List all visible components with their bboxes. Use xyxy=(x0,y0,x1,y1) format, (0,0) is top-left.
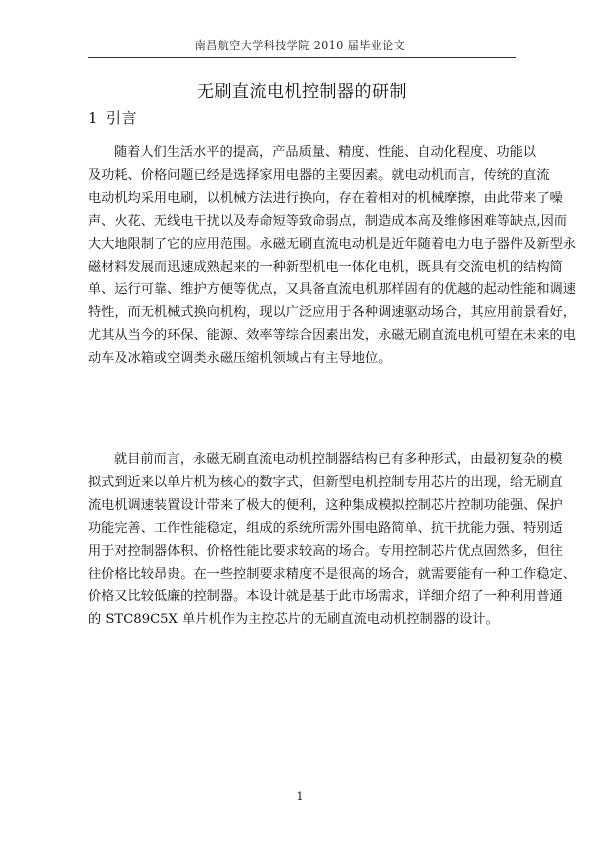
section-number: 1 xyxy=(88,109,99,127)
page-number: 1 xyxy=(296,790,304,803)
paragraph-line: 及功耗、价格问题已经是选择家用电器的主要因素。就电动机而言，传统的直流 xyxy=(88,167,550,183)
section-heading xyxy=(88,107,137,128)
paragraph-1 xyxy=(88,142,576,371)
paragraph-line: 用于对控制器体积、价格性能比要求较高的场合。专用控制芯片优点固然多，但往 xyxy=(88,543,563,559)
paragraph-line: 电动机均采用电刷，以机械方法进行换向，存在着相对的机械摩擦，由此带来了噪 xyxy=(88,190,563,206)
paragraph-line: 单、运行可靠、维护方便等优点，又具备直流电机那样固有的优越的起动性能和调速 xyxy=(88,282,576,298)
header-rule xyxy=(88,57,516,58)
paragraph-line: 往价格比较昂贵。在一些控制要求精度不是很高的场合，就需要能有一种工作稳定、 xyxy=(88,566,576,582)
paragraph-line: 拟式到近来以单片机为核心的数字式，但新型电机控制专用芯片的出现，给无刷直 xyxy=(88,474,563,490)
section-title: 引言 xyxy=(106,109,138,127)
paragraph-line: 声、火花、无线电干扰以及寿命短等致命弱点，制造成本高及维修困难等缺点,因而 xyxy=(88,213,567,229)
paragraph-line: 就目前而言，永磁无刷直流电动机控制器结构已有多种形式，由最初复杂的模 xyxy=(114,452,563,467)
paragraph-line: 尤其从当今的环保、能源、效率等综合因素出发，永磁无刷直流电机可望在未来的电 xyxy=(88,328,576,344)
paragraph-line: 磁材料发展而迅速成熟起来的一种新型机电一体化电机，既具有交流电机的结构简 xyxy=(88,259,563,275)
paragraph-line: 功能完善、工作性能稳定，组成的系统所需外围电路简单、抗干扰能力强、特别适 xyxy=(88,520,563,536)
paragraph-line: 随着人们生活水平的提高，产品质量、精度、性能、自动化程度、功能以 xyxy=(114,145,536,160)
running-header: 南昌航空大学科技学院 2010 届毕业论文 xyxy=(194,39,406,52)
paragraph-line: 的 STC89C5X 单片机作为主控芯片的无刷直流电动机控制器的设计。 xyxy=(88,612,499,628)
paragraph-line: 流电机调速装置设计带来了极大的便利，这种集成模拟控制芯片控制功能强、保护 xyxy=(88,497,563,513)
paragraph-2 xyxy=(88,449,576,632)
paper-title: 无刷直流电机控制器的研制 xyxy=(197,82,407,102)
paragraph-line: 大大地限制了它的应用范围。永磁无刷直流电动机是近年随着电力电子器件及新型永 xyxy=(88,236,576,252)
paragraph-line: 动车及冰箱或空调类永磁压缩机领域占有主导地位。 xyxy=(88,351,392,367)
paragraph-line: 价格又比较低廉的控制器。本设计就是基于此市场需求，详细介绍了一种利用普通 xyxy=(88,589,563,605)
paragraph-line: 特性，而无机械式换向机构，现以广泛应用于各种调速驱动场合，其应用前景看好， xyxy=(88,305,576,321)
